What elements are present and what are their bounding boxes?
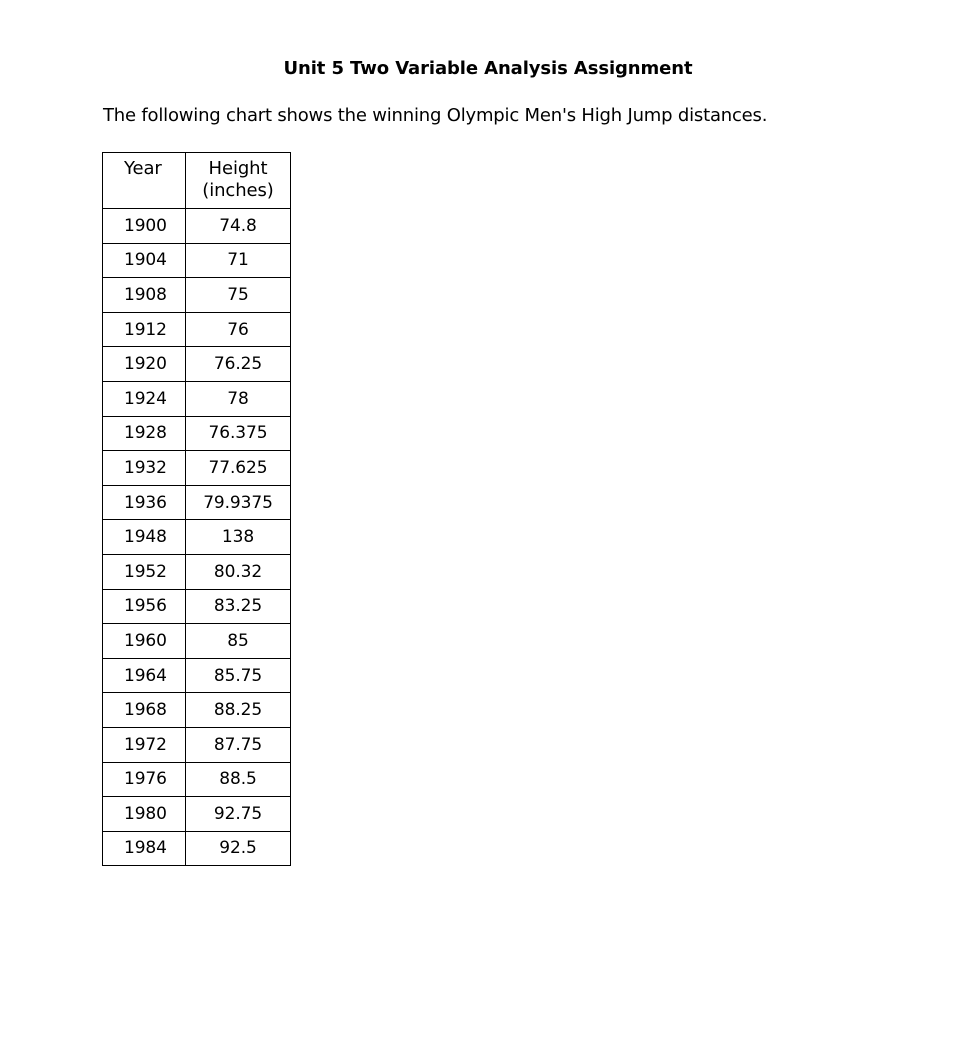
cell-height: 76.25 — [186, 347, 291, 382]
cell-height: 83.25 — [186, 589, 291, 624]
high-jump-table — [102, 152, 291, 866]
cell-height: 88.5 — [186, 762, 291, 797]
column-header-year — [103, 153, 186, 209]
table-row — [103, 485, 291, 520]
cell-year: 1968 — [103, 693, 186, 728]
table-header-row — [103, 153, 291, 209]
cell-year: 1964 — [103, 658, 186, 693]
table-row — [103, 693, 291, 728]
cell-height: 85.75 — [186, 658, 291, 693]
table-row — [103, 451, 291, 486]
table-row — [103, 762, 291, 797]
table-row — [103, 278, 291, 313]
cell-height: 77.625 — [186, 451, 291, 486]
cell-year: 1984 — [103, 831, 186, 866]
cell-height: 76.375 — [186, 416, 291, 451]
cell-height: 71 — [186, 243, 291, 278]
cell-year: 1980 — [103, 797, 186, 832]
table-row — [103, 416, 291, 451]
intro-paragraph: The following chart shows the winning Olympic Men's High Jump distances. — [103, 105, 768, 126]
cell-year: 1932 — [103, 451, 186, 486]
cell-year: 1904 — [103, 243, 186, 278]
column-header-height-label: Height — [208, 158, 268, 179]
table-row — [103, 658, 291, 693]
cell-height: 85 — [186, 624, 291, 659]
cell-height: 87.75 — [186, 727, 291, 762]
table-row — [103, 312, 291, 347]
cell-year: 1920 — [103, 347, 186, 382]
cell-height: 138 — [186, 520, 291, 555]
cell-year: 1976 — [103, 762, 186, 797]
table-row — [103, 797, 291, 832]
column-header-year-label: Year — [124, 158, 162, 179]
page-title: Unit 5 Two Variable Analysis Assignment — [283, 58, 693, 79]
table-row — [103, 243, 291, 278]
cell-year: 1956 — [103, 589, 186, 624]
column-header-height — [186, 153, 291, 209]
cell-height: 80.32 — [186, 554, 291, 589]
cell-year: 1952 — [103, 554, 186, 589]
cell-height: 74.8 — [186, 209, 291, 244]
table-row — [103, 727, 291, 762]
table-row — [103, 831, 291, 866]
cell-year: 1912 — [103, 312, 186, 347]
cell-year: 1928 — [103, 416, 186, 451]
cell-height: 78 — [186, 381, 291, 416]
table-row — [103, 589, 291, 624]
cell-year: 1972 — [103, 727, 186, 762]
table-body — [103, 209, 291, 866]
table-row — [103, 520, 291, 555]
cell-year: 1908 — [103, 278, 186, 313]
table-row — [103, 347, 291, 382]
column-header-height-unit: (inches) — [202, 180, 274, 201]
table-row — [103, 381, 291, 416]
table-row — [103, 209, 291, 244]
cell-year: 1924 — [103, 381, 186, 416]
cell-year: 1900 — [103, 209, 186, 244]
cell-height: 92.5 — [186, 831, 291, 866]
table-row — [103, 624, 291, 659]
cell-year: 1936 — [103, 485, 186, 520]
cell-height: 92.75 — [186, 797, 291, 832]
cell-year: 1948 — [103, 520, 186, 555]
cell-height: 76 — [186, 312, 291, 347]
cell-year: 1960 — [103, 624, 186, 659]
table-row — [103, 554, 291, 589]
cell-height: 88.25 — [186, 693, 291, 728]
cell-height: 75 — [186, 278, 291, 313]
cell-height: 79.9375 — [186, 485, 291, 520]
